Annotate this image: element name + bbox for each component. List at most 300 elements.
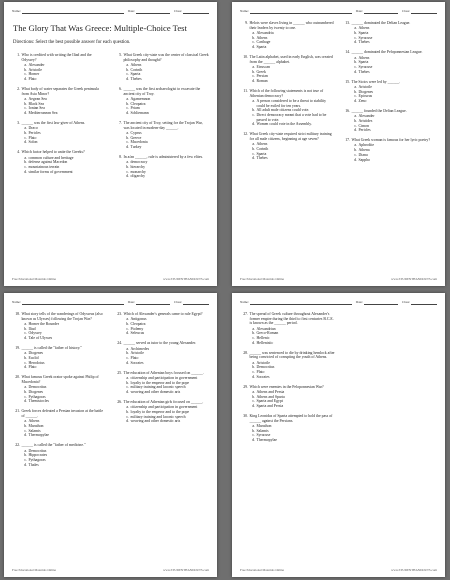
option-letter: c. [252, 40, 255, 45]
option-letter: d. [24, 169, 27, 174]
question-number: 18. [15, 312, 20, 316]
option-text: loyalty to the emperor and to the pope [130, 409, 190, 414]
date-label: Date: [127, 9, 135, 13]
student-info-header [240, 300, 437, 305]
answer-options [342, 143, 437, 162]
date-blank-line[interactable] [136, 300, 170, 305]
student-info-header [12, 9, 209, 14]
question-stem [240, 89, 335, 98]
question-stem [114, 87, 209, 96]
footer-site-link[interactable]: www.STUDENTHANDOUTS.com [163, 277, 209, 281]
option-text: All adult male citizens could vote. [256, 108, 310, 113]
option-letter: b. [126, 101, 129, 106]
option-text: Democritus [28, 385, 47, 390]
option-letter: a. [354, 55, 357, 60]
answer-option[interactable] [240, 341, 335, 346]
option-text: hierarchy [130, 164, 146, 169]
answer-options [12, 419, 107, 438]
answer-option[interactable] [12, 433, 107, 438]
option-text: Thales [28, 462, 39, 467]
option-letter: a. [24, 126, 27, 131]
option-text: Solon [28, 140, 38, 145]
option-letter: a. [126, 375, 129, 380]
question-stem [342, 109, 437, 114]
question-stem [240, 55, 335, 64]
question-text: What Greek city-state was the center of classical Greek philosophy and thought? [123, 53, 209, 62]
question-column [12, 53, 107, 184]
option-text: Herodotus [28, 360, 45, 365]
option-text: Schliemann [130, 111, 149, 116]
question-number: 8. [119, 155, 122, 160]
option-letter: c. [24, 331, 27, 336]
answer-option[interactable] [12, 111, 107, 116]
answer-option[interactable] [342, 128, 437, 133]
name-blank-line[interactable] [22, 300, 124, 305]
date-blank-line[interactable] [136, 9, 170, 14]
answer-options [114, 376, 209, 395]
class-blank-line[interactable] [183, 300, 209, 305]
answer-options [240, 31, 335, 50]
option-letter: b. [354, 60, 357, 65]
option-letter: d. [126, 360, 129, 365]
answer-options [12, 385, 107, 404]
question-text: ______ founded the Delian League. [351, 108, 407, 113]
option-letter: c. [24, 394, 27, 399]
option-letter: d. [354, 69, 357, 74]
option-letter: d. [126, 389, 129, 394]
class-field [402, 300, 437, 305]
option-text: weaving and other domestic arts [130, 419, 181, 424]
question-item [114, 312, 209, 336]
answer-option[interactable] [114, 419, 209, 424]
name-field [240, 9, 352, 14]
question-item [240, 385, 335, 409]
question-number: 1. [17, 53, 20, 57]
question-column [342, 21, 437, 168]
option-letter: a. [354, 143, 357, 148]
option-letter: d. [24, 77, 27, 82]
option-text: Pythagoras [28, 394, 46, 399]
option-letter: a. [24, 321, 27, 326]
question-text: In a/an ______, rule is administered by a few elites. [123, 155, 204, 160]
question-stem [114, 371, 209, 376]
option-letter: a. [126, 405, 129, 410]
option-letter: d. [126, 111, 129, 116]
date-blank-line[interactable] [364, 9, 398, 14]
option-letter: d. [252, 374, 255, 379]
answer-options [114, 405, 209, 424]
option-text: Sparta and Persia [256, 404, 284, 409]
question-number: 26. [117, 399, 122, 404]
question-stem [342, 50, 437, 55]
question-number: 21. [15, 409, 20, 414]
option-text: Pythagoras [28, 457, 46, 462]
question-text: ______ dominated the Peloponnesian League. [351, 50, 423, 55]
option-letter: c. [126, 355, 129, 360]
option-letter: a. [24, 62, 27, 67]
answer-option[interactable] [342, 99, 437, 104]
question-stem [12, 121, 107, 126]
question-column [114, 53, 209, 184]
question-item [114, 341, 209, 365]
question-item [114, 121, 209, 150]
option-text: Athens and Persia [256, 389, 285, 394]
option-letter: c. [24, 428, 27, 433]
question-item [12, 443, 107, 467]
question-number: 17. [345, 138, 350, 143]
question-text: What Greek woman is famous for her lyric poetry? [351, 138, 431, 143]
test-title: The Glory That Was Greece: Multiple-Choice Test [13, 23, 187, 33]
question-stem [114, 155, 209, 160]
option-text: Aristotle [358, 84, 372, 89]
option-letter: a. [126, 62, 129, 67]
question-item [114, 155, 209, 179]
option-text: Epicurus [358, 94, 373, 99]
answer-options [240, 99, 335, 127]
date-blank-line[interactable] [364, 300, 398, 305]
answer-option[interactable] [240, 99, 335, 108]
option-text: military training and laconic speech [130, 414, 186, 419]
option-text: Hippocrates [28, 453, 48, 458]
option-text: common culture and heritage [28, 155, 74, 160]
answer-option[interactable] [240, 375, 335, 380]
question-stem [240, 414, 335, 423]
name-blank-line[interactable] [250, 300, 352, 305]
answer-option[interactable] [12, 170, 107, 175]
page-footer [12, 277, 209, 281]
name-blank-line[interactable] [250, 9, 352, 14]
option-text: Cyprus [130, 130, 142, 135]
option-letter: a. [354, 114, 357, 119]
question-stem [114, 341, 209, 346]
option-letter: a. [24, 385, 27, 390]
date-label: Date: [355, 9, 363, 13]
question-item [240, 312, 335, 345]
option-letter: a. [252, 64, 255, 69]
answer-option[interactable] [12, 463, 107, 468]
option-text: Thermopylae [28, 433, 49, 438]
question-item [240, 55, 335, 84]
class-field [174, 300, 209, 305]
answer-option[interactable] [12, 140, 107, 145]
option-letter: a. [24, 448, 27, 453]
answer-option[interactable] [240, 122, 335, 127]
test-page-3 [4, 293, 217, 577]
option-text: Alexandrian [256, 326, 276, 331]
question-stem [342, 21, 437, 26]
answer-option[interactable] [240, 45, 335, 50]
option-text: Cimon [358, 123, 369, 128]
option-letter: b. [354, 89, 357, 94]
option-text: Corinth [130, 67, 143, 72]
answer-options [114, 317, 209, 336]
option-letter: a. [252, 142, 255, 147]
question-columns [12, 312, 209, 473]
option-text: Seleucus [130, 331, 145, 336]
option-letter: c. [354, 64, 357, 69]
option-letter: d. [252, 122, 255, 127]
option-text: Aristotle [130, 351, 144, 356]
question-item [342, 80, 437, 104]
answer-options [12, 322, 107, 341]
option-letter: d. [252, 45, 255, 50]
option-letter: a. [252, 30, 255, 35]
option-text: Aphrodite [358, 143, 375, 148]
option-text: Athens [256, 35, 268, 40]
question-stem [12, 346, 107, 351]
answer-option[interactable] [240, 438, 335, 443]
question-item [114, 371, 209, 395]
question-number: 7. [119, 121, 122, 126]
question-text: Which of the following statements is not true of Athenian democracy? [249, 89, 324, 98]
question-column [114, 312, 209, 473]
option-text: Cleopatra [130, 101, 146, 106]
answer-options [342, 85, 437, 104]
option-text: Pericles [358, 128, 371, 133]
option-text: defense against Macedon [28, 160, 68, 165]
option-text: Plato [28, 77, 37, 82]
footer-site-link[interactable]: www.STUDENTHANDOUTS.com [391, 277, 437, 281]
option-text: Ptolemy [130, 326, 144, 331]
option-letter: a. [252, 98, 255, 103]
option-letter: c. [354, 123, 357, 128]
name-blank-line[interactable] [22, 9, 124, 14]
question-stem [240, 351, 335, 360]
option-letter: d. [354, 40, 357, 45]
option-text: Mediterranean Sea [28, 111, 58, 116]
answer-option[interactable] [12, 365, 107, 370]
question-stem [240, 21, 335, 30]
answer-option[interactable] [114, 77, 209, 82]
answer-option[interactable] [240, 404, 335, 409]
option-letter: a. [24, 155, 27, 160]
answer-options [342, 114, 437, 133]
option-letter: a. [126, 317, 129, 322]
option-letter: b. [252, 35, 255, 40]
test-page-4 [232, 293, 445, 577]
option-text: Socrates [130, 360, 144, 365]
option-letter: b. [252, 147, 255, 152]
option-text: loyalty to the emperor and to the pope [130, 380, 190, 385]
test-page-1 [4, 2, 217, 286]
answer-options [12, 449, 107, 468]
class-field [402, 9, 437, 14]
class-label: Class: [401, 300, 410, 304]
question-number: 25. [117, 370, 122, 375]
option-text: Roman [256, 79, 268, 84]
question-item [12, 312, 107, 341]
answer-option[interactable] [240, 113, 335, 122]
question-item [342, 21, 437, 45]
option-letter: a. [252, 423, 255, 428]
question-number: 11. [243, 89, 248, 94]
question-number: 3. [17, 121, 20, 126]
option-letter: b. [252, 331, 255, 336]
option-letter: b. [24, 160, 27, 165]
question-item [12, 150, 107, 174]
question-stem [12, 375, 107, 384]
question-column [12, 312, 107, 473]
question-text: ______ is called the "father of history." [21, 346, 82, 351]
test-directions: Directions: Select the best possible answer for each question. [13, 40, 131, 45]
option-text: Agamemnon [130, 96, 151, 101]
option-letter: a. [126, 130, 129, 135]
option-text: Alexander [28, 62, 45, 67]
answer-option[interactable] [240, 156, 335, 161]
class-label: Class: [173, 300, 182, 304]
option-letter: c. [252, 433, 255, 438]
option-text: Homer [28, 72, 40, 77]
question-stem [12, 312, 107, 321]
question-item [12, 53, 107, 82]
option-text: Aristotle [256, 360, 270, 365]
question-text: The Latin alphabet, used in early English, was created from the ______ alphabet. [249, 55, 333, 64]
question-column [240, 21, 335, 168]
option-letter: c. [24, 164, 27, 169]
answer-option[interactable] [114, 331, 209, 336]
option-letter: b. [24, 67, 27, 72]
question-item [114, 400, 209, 424]
option-text: Sparta [256, 45, 267, 50]
option-text: Ionian Sea [28, 106, 45, 111]
question-text: The education of Athenian girls focused on ______. [123, 399, 204, 404]
option-text: Hellenic [256, 336, 270, 341]
answer-option[interactable] [114, 361, 209, 366]
question-text: What famous Greek orator spoke against Philip of Macedonia? [21, 375, 99, 385]
option-letter: b. [126, 380, 129, 385]
footer-site-link[interactable]: www.STUDENTHANDOUTS.com [391, 568, 437, 572]
footer-site-link[interactable]: www.STUDENTHANDOUTS.com [163, 568, 209, 572]
option-text: Direct democracy meant that a vote had to be passed to vote. [256, 113, 327, 122]
student-info-header [12, 300, 209, 305]
question-item [342, 109, 437, 133]
question-text: What Greek city-state required strict military training for all male citizens, beginning at age seven? [249, 132, 332, 142]
option-text: Plato [130, 355, 139, 360]
option-text: Archimedes [130, 346, 150, 351]
option-text: Thebes [130, 77, 142, 82]
option-text: Athena [358, 148, 370, 153]
option-text: Sparta [256, 151, 267, 156]
option-letter: b. [354, 30, 357, 35]
question-text: ______ was the first archaeologist to excavate the ancient city of Troy. [123, 87, 201, 96]
class-field [174, 9, 209, 14]
option-letter: b. [354, 118, 357, 123]
option-text: Carthage [256, 40, 271, 45]
question-stem [342, 80, 437, 85]
option-text: Euclid [28, 355, 39, 360]
option-letter: b. [126, 409, 129, 414]
question-item [342, 138, 437, 162]
question-number: 29. [243, 384, 248, 389]
option-letter: b. [126, 321, 129, 326]
answer-option[interactable] [12, 336, 107, 341]
question-stem [12, 443, 107, 448]
footer-left-text: Free Educational Materials Online [12, 568, 56, 572]
option-letter: c. [252, 151, 255, 156]
option-letter: b. [252, 394, 255, 399]
answer-option[interactable] [342, 40, 437, 45]
question-stem [12, 409, 107, 418]
class-blank-line[interactable] [183, 9, 209, 14]
option-letter: b. [252, 428, 255, 433]
option-letter: d. [354, 157, 357, 162]
option-text: Syracuse [358, 64, 373, 69]
question-stem [342, 138, 437, 143]
question-item [240, 351, 335, 380]
answer-options [342, 56, 437, 75]
question-item [240, 414, 335, 443]
class-label: Class: [173, 9, 182, 13]
date-field [128, 300, 170, 305]
option-text: Aristotle [28, 67, 42, 72]
question-number: 2. [17, 87, 20, 92]
option-text: Zeno [358, 98, 367, 103]
option-text: Plato [256, 370, 265, 375]
option-text: oligarchy [130, 174, 146, 179]
answer-option[interactable] [12, 77, 107, 82]
question-stem [114, 121, 209, 130]
option-letter: d. [126, 145, 129, 150]
answer-options [114, 160, 209, 179]
option-text: Athens [358, 26, 370, 31]
option-text: Sappho [358, 157, 371, 162]
question-item [240, 132, 335, 161]
option-letter: d. [354, 98, 357, 103]
footer-left-text: Free Educational Materials Online [12, 277, 56, 281]
question-stem [12, 87, 107, 96]
option-letter: d. [126, 331, 129, 336]
question-item [12, 121, 107, 145]
name-field [12, 300, 124, 305]
option-text: Homer the Rounder [28, 321, 60, 326]
answer-options [342, 26, 437, 45]
answer-option[interactable] [114, 145, 209, 150]
option-text: Salamis [256, 428, 269, 433]
option-letter: c. [126, 106, 129, 111]
option-letter: a. [24, 419, 27, 424]
option-letter: a. [252, 389, 255, 394]
question-text: ______ served as tutor to the young Alexander. [123, 341, 197, 346]
answer-option[interactable] [114, 174, 209, 179]
option-text: Marathon [256, 423, 272, 428]
option-letter: c. [252, 74, 255, 79]
class-blank-line[interactable] [411, 9, 437, 14]
option-letter: b. [24, 453, 27, 458]
answer-options [240, 390, 335, 409]
answer-option[interactable] [114, 111, 209, 116]
answer-option[interactable] [342, 70, 437, 75]
date-label: Date: [355, 300, 363, 304]
question-stem [240, 385, 335, 390]
question-number: 22. [15, 443, 20, 448]
question-stem [240, 312, 335, 326]
question-number: 24. [117, 341, 122, 346]
option-text: Greek [256, 69, 266, 74]
answer-option[interactable] [240, 79, 335, 84]
name-label: Name: [240, 300, 249, 304]
answer-option[interactable] [342, 158, 437, 163]
option-letter: b. [354, 148, 357, 153]
answer-option[interactable] [114, 390, 209, 395]
question-text: The ancient city of Troy, setting for the Trojan War, was located in modern-day ______. [123, 121, 203, 130]
date-field [356, 300, 398, 305]
option-text: similar forms of government [28, 169, 73, 174]
question-column [342, 312, 437, 448]
class-blank-line[interactable] [411, 300, 437, 305]
option-text: Hellenistic [256, 340, 274, 345]
option-letter: a. [126, 160, 129, 165]
answer-option[interactable] [12, 399, 107, 404]
